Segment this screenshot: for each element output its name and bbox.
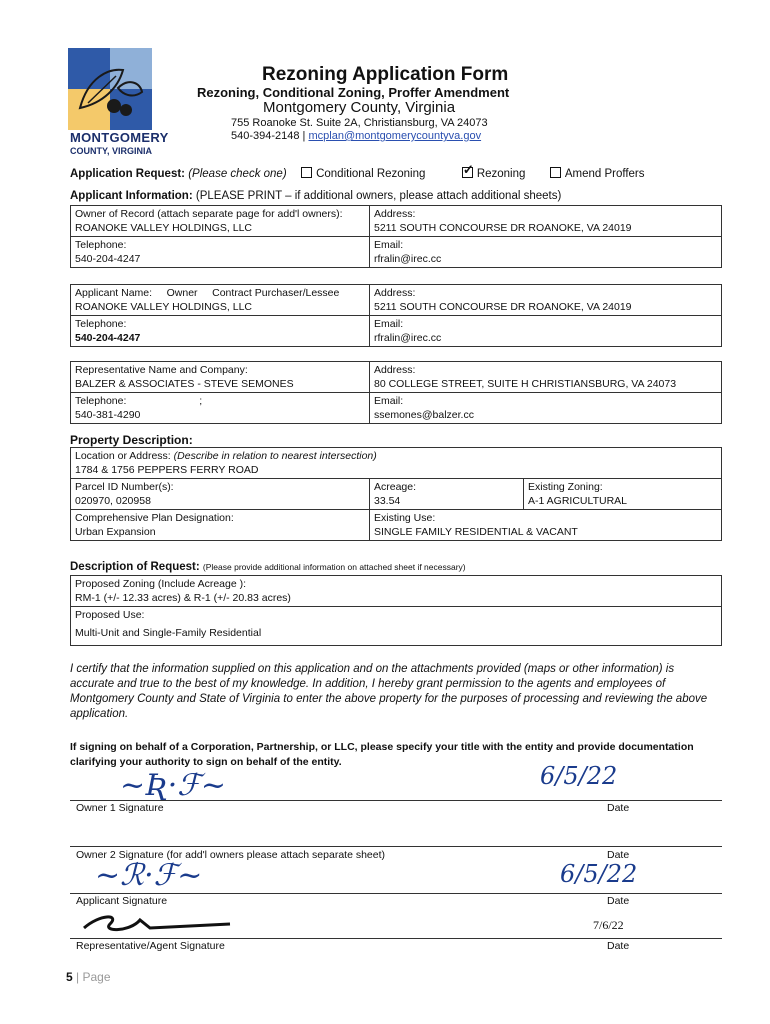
applicant-address-value: 5211 SOUTH CONCOURSE DR ROANOKE, VA 24019	[374, 301, 632, 313]
parcel-label: Parcel ID Number(s):	[75, 481, 174, 493]
description-heading-row	[70, 561, 466, 573]
owner-email-label: Email:	[374, 239, 404, 251]
owner1-date-label: Date	[607, 802, 630, 814]
option-conditional-rezoning: Conditional Rezoning	[316, 168, 426, 180]
applicant-email-label: Email:	[374, 318, 404, 330]
rep-phone-label: Telephone: ;	[75, 395, 203, 407]
owner-email-value: rfralin@irec.cc	[374, 253, 442, 265]
rep-address-label: Address:	[374, 364, 416, 376]
checkmark-icon: ✓	[462, 162, 474, 177]
rep-email-cell[interactable]	[370, 393, 722, 424]
page-word: | Page	[76, 970, 111, 984]
representative-table	[70, 361, 722, 424]
owner2-signature-line	[70, 846, 722, 847]
owner1-signature-line	[70, 800, 722, 801]
form-subtitle: Rezoning, Conditional Zoning, Proffer Amendment	[197, 85, 510, 100]
request-hint: (Please check one)	[188, 168, 287, 180]
applicant-info-heading	[70, 190, 561, 202]
org-name: MONTGOMERY	[70, 130, 169, 145]
page-number: 5	[66, 970, 73, 984]
applicant-address-label: Address:	[374, 287, 416, 299]
applicant-date-label: Date	[607, 895, 630, 907]
rep-phone-cell[interactable]	[71, 393, 370, 424]
applicant-date-handwritten: 6/5/22	[560, 860, 638, 888]
owner-email-cell[interactable]	[370, 237, 722, 268]
description-heading: Description of Request:	[70, 561, 200, 573]
applicant-name-value: ROANOKE VALLEY HOLDINGS, LLC	[75, 301, 253, 313]
applicant-phone-cell[interactable]	[71, 316, 370, 347]
rep-name-value: BALZER & ASSOCIATES - STEVE SEMONES	[75, 378, 294, 390]
certification-text: I certify that the information supplied on this application and on the attachments provided (maps or other information) is accurate and true to the best of my knowledge. In addition, I hereby grant permission to the agents and employees of Montgomery County and State of Virginia to enter the above property for the purposes of processing and reviewing the above application.	[70, 663, 708, 720]
description-table	[70, 575, 722, 646]
existing-use-value: SINGLE FAMILY RESIDENTIAL & VACANT	[374, 526, 578, 538]
rep-date-label: Date	[607, 940, 630, 952]
county-name: Montgomery County, Virginia	[263, 99, 456, 116]
owner-phone-value: 540-204-4247	[75, 253, 141, 265]
property-table	[70, 447, 722, 541]
form-title: Rezoning Application Form	[262, 64, 509, 85]
location-label: Location or Address:	[75, 450, 171, 462]
location-cell[interactable]	[71, 448, 722, 479]
rep-address-cell[interactable]	[370, 362, 722, 393]
applicant-note: (PLEASE PRINT – if additional owners, please attach additional sheets)	[195, 190, 562, 202]
comp-plan-cell[interactable]	[71, 510, 370, 541]
applicant-email-cell[interactable]	[370, 316, 722, 347]
proposed-zoning-label: Proposed Zoning (Include Acreage ):	[75, 578, 247, 590]
existing-zoning-value: A-1 AGRICULTURAL	[528, 495, 627, 507]
owner1-signature-label: Owner 1 Signature	[76, 802, 164, 814]
office-address: 755 Roanoke St. Suite 2A, Christiansburg, VA 24073	[231, 117, 488, 129]
rep-email-label: Email:	[374, 395, 404, 407]
owner-address-label: Address:	[374, 208, 416, 220]
property-heading: Property Description:	[70, 433, 193, 447]
rep-date-value: 7/6/22	[593, 918, 624, 932]
owner1-signature-mark: ~Ʀ·ℱ~	[120, 768, 226, 803]
proposed-use-cell[interactable]	[71, 607, 722, 646]
rep-name-label: Representative Name and Company:	[75, 364, 248, 376]
rep-phone-value: 540-381-4290	[75, 409, 141, 421]
applicant-table	[70, 284, 722, 347]
county-logo	[68, 48, 152, 130]
proposed-use-value: Multi-Unit and Single-Family Residential	[75, 627, 262, 639]
acreage-cell[interactable]	[370, 479, 524, 510]
org-subname: COUNTY, VIRGINIA	[70, 146, 153, 156]
owner2-date-label: Date	[607, 849, 630, 861]
description-hint: (Please provide additional information on attached sheet if necessary)	[202, 562, 466, 572]
parcel-cell[interactable]	[71, 479, 370, 510]
office-phone: 540-394-2148 |	[231, 130, 306, 142]
acreage-label: Acreage:	[374, 481, 417, 493]
applicant-email-value: rfralin@irec.cc	[374, 332, 442, 344]
entity-note: If signing on behalf of a Corporation, Partnership, or LLC, please specify your title with the entity and provide documentation clarifying your authority to sign on behalf of the entity.	[70, 741, 694, 768]
owner-phone-cell[interactable]	[71, 237, 370, 268]
owner-phone-label: Telephone:	[75, 239, 127, 251]
rep-name-cell[interactable]	[71, 362, 370, 393]
owner-address-value: 5211 SOUTH CONCOURSE DR ROANOKE, VA 24019	[374, 222, 632, 234]
applicant-name-cell[interactable]	[71, 285, 370, 316]
proposed-use-label: Proposed Use:	[75, 609, 145, 621]
applicant-phone-value: 540-204-4247	[75, 332, 141, 344]
applicant-signature-mark: ~ℛ·ℱ~	[95, 858, 203, 893]
page-footer	[66, 970, 111, 984]
comp-plan-label: Comprehensive Plan Designation:	[75, 512, 234, 524]
acreage-value: 33.54	[374, 495, 401, 507]
parcel-value: 020970, 020958	[75, 495, 151, 507]
office-email-link[interactable]: mcplan@montgomerycountyva.gov	[308, 130, 482, 142]
checkbox-rezoning[interactable]	[462, 162, 474, 178]
applicant-signature-line	[70, 893, 722, 894]
owner-table	[70, 205, 722, 268]
applicant-phone-label: Telephone:	[75, 318, 127, 330]
existing-zoning-label: Existing Zoning:	[528, 481, 603, 493]
applicant-heading: Applicant Information:	[70, 190, 193, 202]
applicant-name-label: Applicant Name: Owner Contract Purchaser/Lessee	[75, 287, 340, 299]
owner-name-label: Owner of Record (attach separate page for add'l owners):	[75, 208, 343, 220]
applicant-address-cell[interactable]	[370, 285, 722, 316]
rep-signature-label: Representative/Agent Signature	[76, 940, 225, 952]
owner-name-cell[interactable]	[71, 206, 370, 237]
proposed-zoning-value: RM-1 (+/- 12.33 acres) & R-1 (+/- 20.83 acres)	[75, 592, 291, 604]
owner1-date-handwritten: 6/5/22	[540, 762, 618, 790]
checkbox-amend-proffers[interactable]	[550, 167, 561, 178]
checkbox-conditional-rezoning[interactable]	[301, 167, 312, 178]
rep-address-value: 80 COLLEGE STREET, SUITE H CHRISTIANSBURG, VA 24073	[374, 378, 677, 390]
location-value: 1784 & 1756 PEPPERS FERRY ROAD	[75, 464, 259, 476]
location-hint: (Describe in relation to nearest intersection)	[173, 450, 377, 462]
office-contact	[231, 130, 481, 142]
owner-address-cell[interactable]	[370, 206, 722, 237]
option-amend-proffers: Amend Proffers	[564, 168, 645, 180]
proposed-zoning-cell[interactable]	[71, 576, 722, 607]
rep-signature-line	[70, 938, 722, 939]
applicant-signature-label: Applicant Signature	[76, 895, 168, 907]
existing-use-cell[interactable]	[370, 510, 722, 541]
comp-plan-value: Urban Expansion	[75, 526, 156, 538]
owner-name-value: ROANOKE VALLEY HOLDINGS, LLC	[75, 222, 253, 234]
rep-email-value: ssemones@balzer.cc	[374, 409, 474, 421]
existing-use-label: Existing Use:	[374, 512, 436, 524]
owner2-signature-label: Owner 2 Signature (for add'l owners please attach separate sheet)	[76, 849, 386, 861]
option-rezoning: Rezoning	[476, 168, 526, 180]
existing-zoning-cell[interactable]	[524, 479, 722, 510]
application-request	[70, 162, 645, 180]
request-label: Application Request:	[70, 168, 186, 180]
